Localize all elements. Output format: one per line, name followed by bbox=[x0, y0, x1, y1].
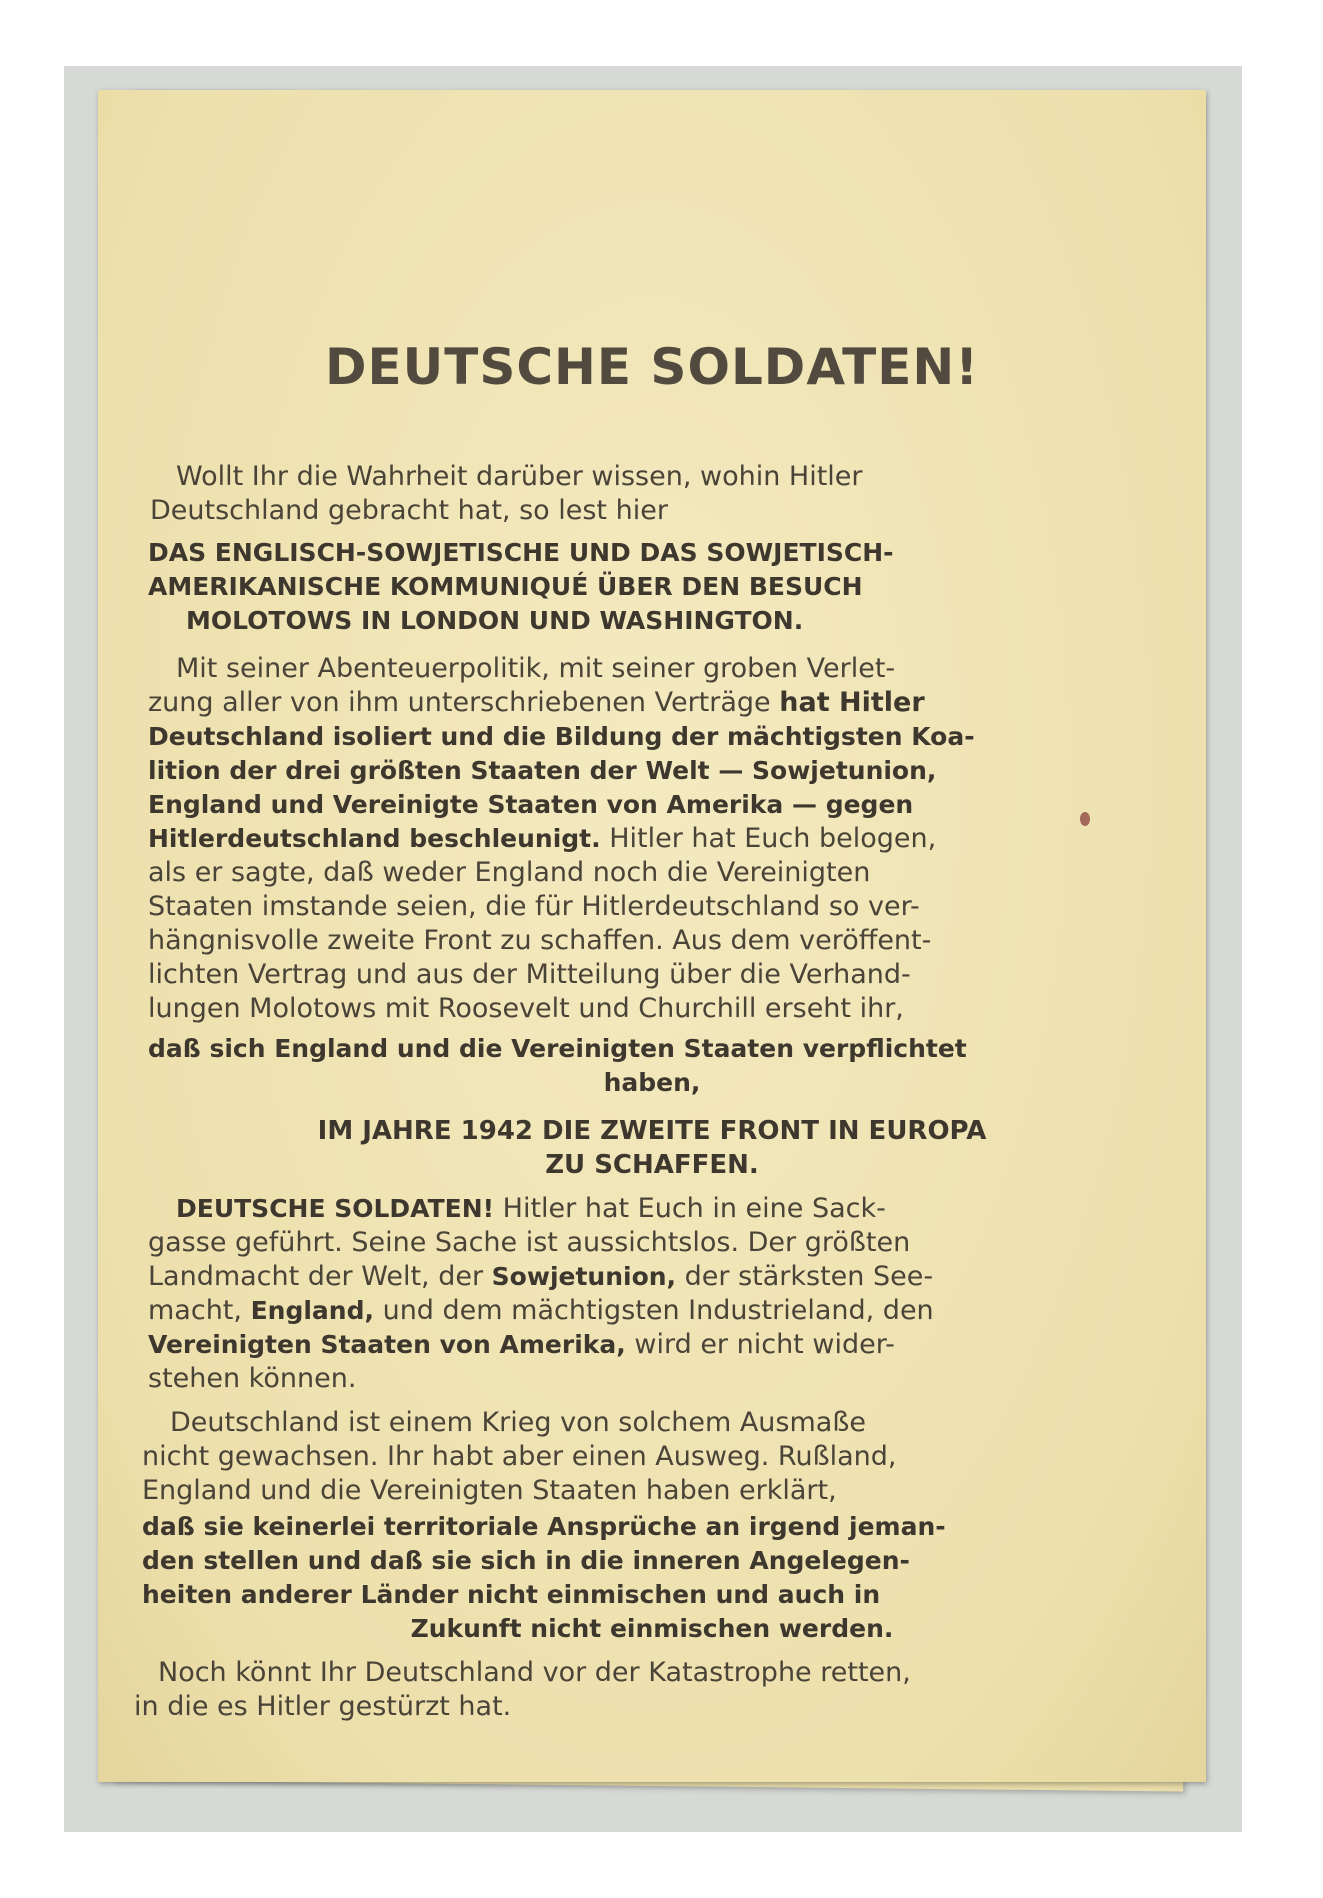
text-line: Zukunft nicht einmischen werden. bbox=[410, 1614, 894, 1643]
text-line bbox=[148, 1294, 934, 1328]
text-line: heiten anderer Länder nicht einmischen und auch in bbox=[142, 1580, 881, 1609]
text-line bbox=[148, 686, 925, 720]
text-segment: Hitlerdeutschland beschleunigt. bbox=[148, 824, 601, 853]
text-line: den stellen und daß sie sich in die inneren Angelegen- bbox=[142, 1546, 910, 1575]
text-line: in die es Hitler gestürzt hat. bbox=[134, 1691, 512, 1722]
text-line: Noch könnt Ihr Deutschland vor der Katastrophe retten, bbox=[158, 1657, 911, 1688]
text-line: England und Vereinigte Staaten von Amerika — gegen bbox=[148, 790, 914, 819]
text-segment: England, bbox=[250, 1296, 374, 1325]
text-line bbox=[148, 1328, 895, 1362]
text-line: gasse geführt. Seine Sache ist aussichtslos. Der größten bbox=[148, 1227, 911, 1258]
text-line: daß sich England und die Vereinigten Staaten verpflichtet bbox=[148, 1034, 967, 1063]
text-line: AMERIKANISCHE KOMMUNIQUÉ ÜBER DEN BESUCH bbox=[148, 572, 863, 601]
text-line: England und die Vereinigten Staaten haben erklärt, bbox=[142, 1475, 837, 1506]
text-segment: und dem mächtigsten Industrieland, den bbox=[382, 1295, 934, 1326]
text-segment: wird er nicht wider- bbox=[634, 1329, 895, 1360]
text-line: nicht gewachsen. Ihr habt aber einen Ausweg. Rußland, bbox=[142, 1441, 897, 1472]
text-line: Deutschland ist einem Krieg von solchem Ausmaße bbox=[170, 1407, 866, 1438]
text-line: Deutschland isoliert und die Bildung der mächtigsten Koa- bbox=[148, 722, 975, 751]
text-line: hängnisvolle zweite Front zu schaffen. Aus dem veröffent- bbox=[148, 925, 932, 956]
text-line: stehen können. bbox=[148, 1363, 357, 1394]
text-segment: Landmacht der Welt, der bbox=[148, 1261, 484, 1292]
text-line: MOLOTOWS IN LONDON UND WASHINGTON. bbox=[186, 606, 804, 635]
text-line: DAS ENGLISCH-SOWJETISCHE UND DAS SOWJETISCH- bbox=[148, 538, 894, 567]
text-segment: hat Hitler bbox=[779, 687, 925, 718]
ink-smudge bbox=[1080, 812, 1090, 826]
text-line: haben, bbox=[603, 1068, 701, 1097]
leaflet-page bbox=[98, 90, 1206, 1782]
text-line: daß sie keinerlei territoriale Ansprüche an irgend jeman- bbox=[142, 1512, 946, 1541]
text-segment: macht, bbox=[148, 1295, 242, 1326]
text-segment: DEUTSCHE SOLDATEN! bbox=[176, 1194, 495, 1223]
text-line: lichten Vertrag und aus der Mitteilung über die Verhand- bbox=[148, 959, 911, 990]
text-segment: der stärksten See- bbox=[684, 1261, 934, 1292]
text-line: IM JAHRE 1942 DIE ZWEITE FRONT IN EUROPA bbox=[317, 1116, 987, 1146]
text-line: Deutschland gebracht hat, so lest hier bbox=[150, 495, 668, 526]
text-segment: zung aller von ihm unterschriebenen Verträge bbox=[148, 687, 771, 718]
text-line bbox=[176, 1192, 886, 1226]
text-line bbox=[148, 822, 936, 856]
text-segment: Vereinigten Staaten von Amerika, bbox=[148, 1330, 626, 1359]
leaflet-title: DEUTSCHE SOLDATEN! bbox=[324, 338, 980, 396]
text-line: ZU SCHAFFEN. bbox=[545, 1150, 759, 1180]
text-segment: Hitler hat Euch belogen, bbox=[609, 823, 937, 854]
text-line: Mit seiner Abenteuerpolitik, mit seiner groben Verlet- bbox=[176, 653, 896, 684]
text-line: Wollt Ihr die Wahrheit darüber wissen, wohin Hitler bbox=[176, 461, 863, 492]
text-segment: Hitler hat Euch in eine Sack- bbox=[502, 1193, 886, 1224]
text-segment: Sowjetunion, bbox=[491, 1262, 677, 1291]
text-line: lungen Molotows mit Roosevelt und Churchill erseht ihr, bbox=[148, 993, 904, 1024]
text-line: lition der drei größten Staaten der Welt — Sowjetunion, bbox=[148, 756, 937, 785]
text-line: als er sagte, daß weder England noch die Vereinigten bbox=[148, 857, 871, 888]
text-line: Staaten imstande seien, die für Hitlerdeutschland so ver- bbox=[148, 891, 920, 922]
text-line bbox=[148, 1260, 933, 1294]
